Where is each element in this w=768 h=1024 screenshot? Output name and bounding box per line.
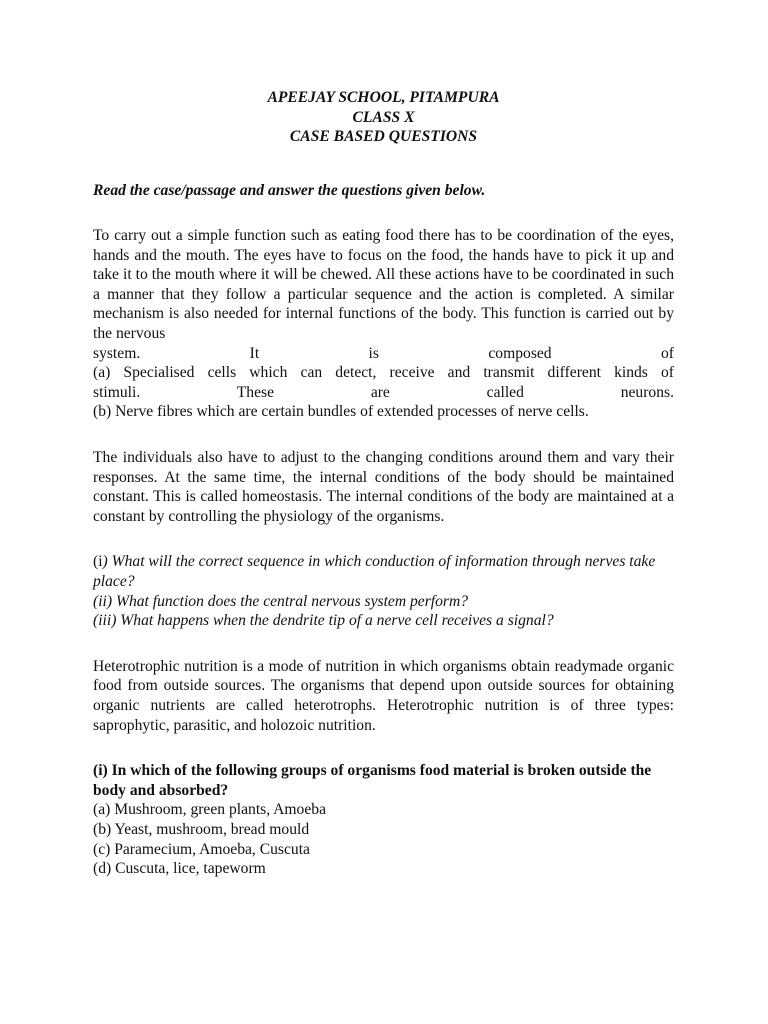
question-3: (iii) What happens when the dendrite tip of a nerve cell receives a signal? [93,612,554,630]
passage-line-system: system. It is composed of [93,344,674,362]
class-label: CLASS X [352,108,415,126]
passage-item-a-line2: stimuli. These are called neurons. [93,383,674,401]
mcq-option-b: (b) Yeast, mushroom, bread mould [93,820,310,838]
instruction-text: Read the case/passage and answer the questions given below. [93,181,486,199]
passage-heterotrophic: Heterotrophic nutrition is a mode of nutrition in which organisms obtain readymade organic food from outside sources. The organisms that depend upon outside sources for obtaining organic nutrients are called heterotrophs. Heterotrophic nutrition is of three types: saprophytic, parasitic, and holozoic nutrition. [93,657,674,734]
document-page [93,88,674,879]
passage-body: To carry out a simple function such as eating food there has to be coordination of the eyes, hands and the mouth. The eyes have to focus on the food, the hands have to pick it up and take it to the mouth where it will be chewed. All these actions have to be coordinated in such a manner that they follow a particular sequence and the action is completed. A similar mechanism is also needed for internal functions of the body. This function is carried out by the nervous [93,227,674,343]
mcq-option-a: (a) Mushroom, green plants, Amoeba [93,801,326,819]
passage-homeostasis: The individuals also have to adjust to the changing conditions around them and vary their responses. At the same time, the internal conditions of the body should be maintained constant. This is called homeostasis. The internal conditions of the body are maintained at a constant by controlling the physiology of the organisms. [93,449,674,525]
passage-item-a-line1: (a) Specialised cells which can detect, receive and transmit different kinds of [93,364,674,382]
passage-nervous-system [93,226,674,422]
mcq-option-c: (c) Paramecium, Amoeba, Cuscuta [93,840,310,858]
mcq-question-text: (i) In which of the following groups of organisms food material is broken outside the body and absorbed? [93,762,652,799]
passage-item-b: (b) Nerve fibres which are certain bundles of extended processes of nerve cells. [93,403,589,421]
mcq-option-d: (d) Cuscuta, lice, tapeworm [93,860,266,878]
school-name: APEEJAY SCHOOL, PITAMPURA [267,89,500,106]
questions-nervous-system [93,552,674,630]
question-1 [93,552,674,591]
mcq-question-1 [93,761,674,879]
document-title: CASE BASED QUESTIONS [289,128,478,145]
question-2: (ii) What function does the central nervous system perform? [93,592,469,610]
question-1-text: ) What will the correct sequence in which conduction of information through nerves take place? [93,553,656,590]
question-1-prefix: (i [93,553,103,571]
document-header [93,88,674,147]
